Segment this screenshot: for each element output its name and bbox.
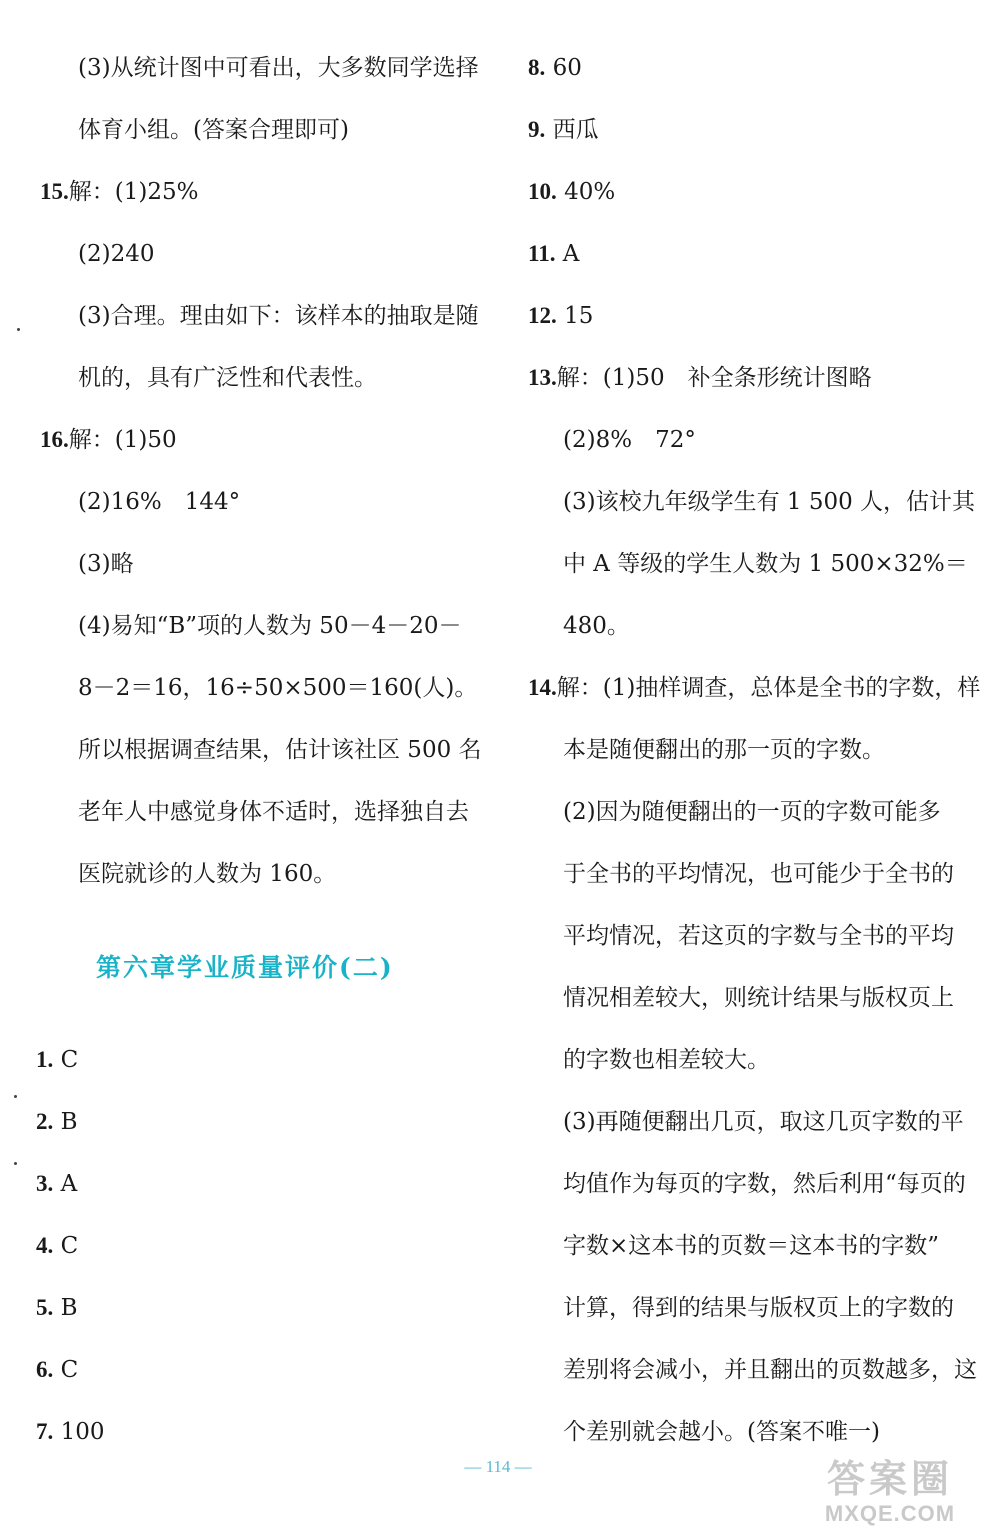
answer-8: [528, 53, 582, 83]
question-14: [528, 673, 980, 703]
text-line: 情况相差较大，则统计结果与版权页上: [563, 985, 954, 1011]
answer-number: 12.: [528, 303, 557, 328]
answer-10: [528, 177, 615, 207]
scan-speck: [17, 328, 20, 331]
answer-2: [36, 1107, 77, 1137]
question-15: [40, 177, 198, 207]
answer-5: [36, 1293, 77, 1323]
section-heading: 第六章学业质量评价(二): [96, 953, 394, 982]
answer-number: 5.: [36, 1295, 54, 1320]
answer-text: 15: [564, 303, 594, 329]
answer-text: A: [60, 1171, 78, 1197]
text-line: 8－2＝16，16÷50×500＝160(人)。: [78, 675, 478, 701]
watermark-logo-text: 答案圈: [826, 1459, 953, 1501]
text-line: (2)16% 144°: [78, 489, 241, 515]
answer-3: [36, 1169, 77, 1199]
text-line: (3)再随便翻出几页，取这几页字数的平: [563, 1109, 964, 1135]
text-line: (2)8% 72°: [563, 427, 696, 453]
question-number: 14.: [528, 675, 557, 700]
text-line: (2)因为随便翻出的一页的字数可能多: [563, 799, 941, 825]
text-line: 医院就诊的人数为 160。: [78, 861, 337, 887]
scan-speck: [14, 1162, 17, 1165]
page-number: — 114 —: [464, 1457, 532, 1476]
answer-number: 4.: [36, 1233, 54, 1258]
text-line: (2)240: [78, 241, 155, 267]
question-16: [40, 425, 177, 455]
text-line: 均值作为每页的字数，然后利用“每页的: [563, 1171, 966, 1197]
answer-text: 40%: [564, 179, 616, 205]
answer-7: [36, 1417, 104, 1447]
question-number: 13.: [528, 365, 557, 390]
text-line: (3)从统计图中可看出，大多数同学选择: [78, 55, 479, 81]
text-line: 本是随便翻出的那一页的字数。: [563, 737, 885, 763]
answer-text: 西瓜: [552, 117, 599, 143]
answer-text: B: [60, 1295, 78, 1321]
answer-number: 2.: [36, 1109, 54, 1134]
answer-1: [36, 1045, 78, 1075]
answer-text: 100: [60, 1419, 105, 1445]
text-line: 计算，得到的结果与版权页上的字数的: [563, 1295, 954, 1321]
text-line: 的字数也相差较大。: [563, 1047, 770, 1073]
scan-speck: [14, 1095, 17, 1098]
text-line: 中 A 等级的学生人数为 1 500×32%＝: [563, 551, 968, 577]
question-text: 解：(1)50: [68, 427, 177, 453]
question-text: 解：(1)50 补全条形统计图略: [556, 365, 872, 391]
watermark-url: MXQE.COM: [824, 1501, 956, 1526]
answer-number: 7.: [36, 1419, 54, 1444]
answer-number: 1.: [36, 1047, 54, 1072]
text-line: 差别将会减小，并且翻出的页数越多，这: [563, 1357, 977, 1383]
text-line: 老年人中感觉身体不适时，选择独自去: [78, 799, 469, 825]
text-line: 个差别就会越小。(答案不唯一): [563, 1419, 880, 1445]
text-line: 体育小组。(答案合理即可): [78, 117, 349, 143]
question-text: 解：(1)25%: [68, 179, 199, 205]
text-line: (3)该校九年级学生有 1 500 人，估计其: [563, 489, 976, 515]
answer-number: 11.: [528, 241, 556, 266]
text-line: (3)合理。理由如下：该样本的抽取是随: [78, 303, 479, 329]
text-line: 于全书的平均情况，也可能少于全书的: [563, 861, 954, 887]
answer-text: C: [60, 1233, 79, 1259]
question-number: 15.: [40, 179, 69, 204]
answer-number: 3.: [36, 1171, 54, 1196]
answer-text: C: [60, 1357, 79, 1383]
text-line: 字数×这本书的页数＝这本书的字数”: [563, 1233, 940, 1259]
text-line: 机的，具有广泛性和代表性。: [78, 365, 377, 391]
text-line: 平均情况，若这页的字数与全书的平均: [563, 923, 954, 949]
text-line: 480。: [563, 613, 630, 639]
answer-number: 9.: [528, 117, 546, 142]
question-13: [528, 363, 872, 393]
answer-text: B: [60, 1109, 78, 1135]
question-number: 16.: [40, 427, 69, 452]
question-text: 解：(1)抽样调查，总体是全书的字数，样: [556, 675, 981, 701]
answer-number: 8.: [528, 55, 546, 80]
answer-12: [528, 301, 593, 331]
answer-text: 60: [552, 55, 582, 81]
text-line: (3)略: [78, 551, 134, 577]
answer-text: C: [60, 1047, 79, 1073]
answer-4: [36, 1231, 78, 1261]
answer-11: [528, 239, 579, 269]
answer-number: 10.: [528, 179, 557, 204]
text-line: (4)易知“B”项的人数为 50－4－20－: [78, 613, 462, 639]
answer-number: 6.: [36, 1357, 54, 1382]
text-line: 所以根据调查结果，估计该社区 500 名: [78, 737, 482, 763]
answer-9: [528, 115, 599, 145]
watermark-logo: [802, 1458, 978, 1530]
answer-text: A: [562, 241, 580, 267]
answer-6: [36, 1355, 78, 1385]
